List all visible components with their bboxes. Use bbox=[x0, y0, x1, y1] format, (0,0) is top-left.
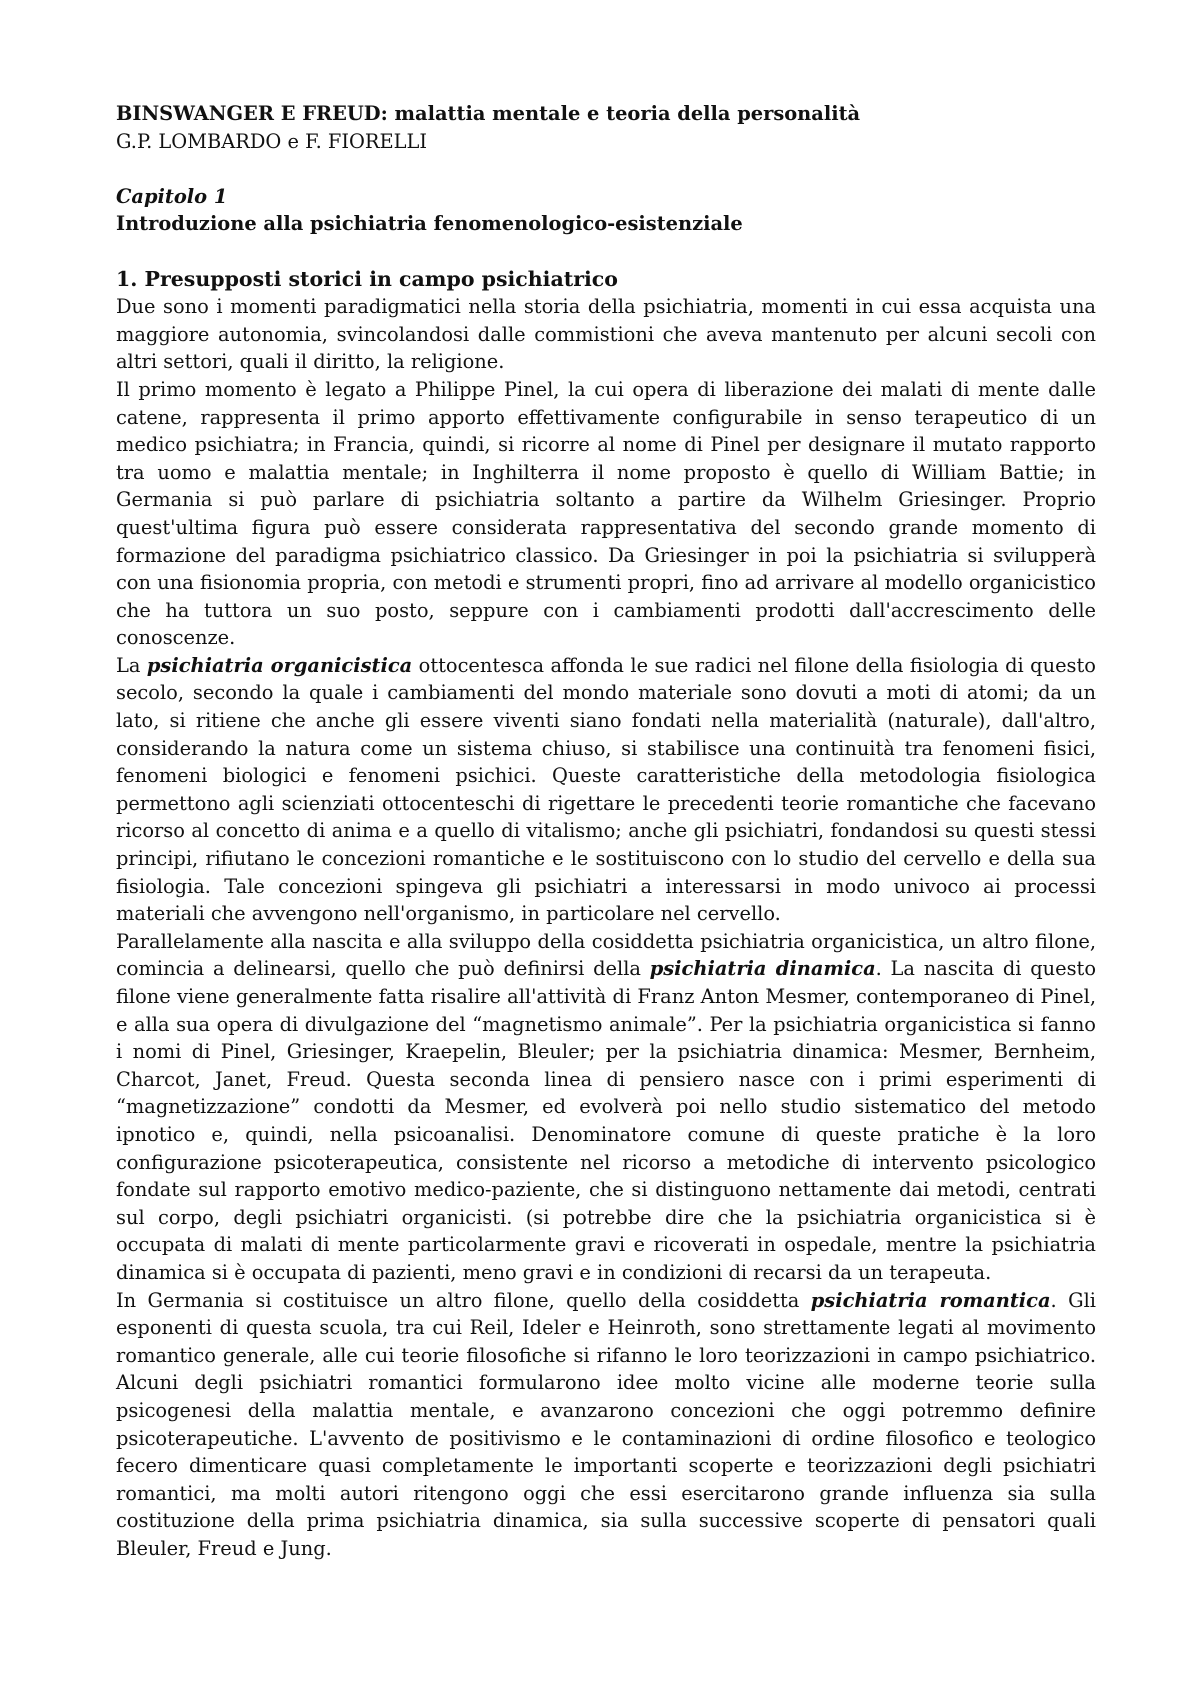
paragraph-text-before: In Germania si costituisce un altro filone, quello della cosiddetta bbox=[116, 1288, 811, 1312]
chapter-title: Introduzione alla psichiatria fenomenologico-esistenziale bbox=[116, 212, 743, 236]
paragraph-text-after: . La nascita di questo filone viene generalmente fatta risalire all'attività di Franz Anton Mesmer, contemporaneo di Pinel, e alla sua opera di divulgazione del “magnetismo animale”. Per la psichiatria organicistica si fanno i nomi di Pinel, Griesinger, Kraepelin, Bleuler; per la psichiatria dinamica: Mesmer, Bernheim, Charcot, Janet, Freud. Questa seconda linea di pensiero nasce con i primi esperimenti di “magnetizzazione” condotti da Mesmer, ed evolverà poi nello studio sistematico del metodo ipnotico e, quindi, nella psicoanalisi. Denominatore comune di queste pratiche è la loro configurazione psicoterapeutica, consistente nel ricorso a metodiche di intervento psicologico fondate sul rapporto emotivo medico-paziente, che si distinguono nettamente dai metodi, centrati sul corpo, degli psichiatri organicisti. (si potrebbe dire che la psichiatria organicistica si è occupata di malati di mente particolarmente gravi e ricoverati in ospedale, mentre la psichiatria dinamica si è occupata di pazienti, meno gravi e in condizioni di recarsi da un terapeuta. bbox=[116, 957, 1097, 1284]
emphasis-term-dinamica: psichiatria dinamica bbox=[649, 957, 876, 981]
section-title: 1. Presupposti storici in campo psichiatrico bbox=[116, 266, 618, 291]
chapter-heading bbox=[116, 183, 1096, 238]
paragraph-text: Due sono i momenti paradigmatici nella storia della psichiatria, momenti in cui essa acquista una maggiore autonomia, svincolandosi dalle commistioni che aveva mantenuto per alcuni secoli con altri settori, quali il diritto, la religione. bbox=[116, 295, 1096, 374]
emphasis-term-romantica: psichiatria romantica bbox=[810, 1288, 1051, 1312]
paragraph-5 bbox=[116, 1287, 1096, 1563]
chapter-label: Capitolo 1 bbox=[116, 184, 228, 208]
paragraph-4 bbox=[116, 928, 1096, 1287]
document-page bbox=[116, 100, 1096, 1562]
emphasis-term-organicistica: psichiatria organicistica bbox=[146, 653, 413, 677]
paragraph-text: Il primo momento è legato a Philippe Pinel, la cui opera di liberazione dei malati di mente dalle catene, rappresenta il primo apporto effettivamente configurabile in senso terapeutico di un medico psichiatra; in Francia, quindi, si ricorre al nome di Pinel per designare il mutato rapporto tra uomo e malattia mentale; in Inghilterra il nome proposto è quello di William Battie; in Germania si può parlare di psichiatria soltanto a partire da Wilhelm Griesinger. Proprio quest'ultima figura può essere considerata rappresentativa del secondo grande momento di formazione del paradigma psichiatrico classico. Da Griesinger in poi la psichiatria si svilupperà con una fisionomia propria, con metodi e strumenti propri, fino ad arrivare al modello organicistico che ha tuttora un suo posto, seppure con i cambiamenti prodotti dall'accrescimento delle conoscenze. bbox=[116, 377, 1096, 650]
document-authors: G.P. LOMBARDO e F. FIORELLI bbox=[116, 129, 428, 153]
document-title: BINSWANGER E FREUD: malattia mentale e teoria della personalità bbox=[116, 102, 861, 125]
paragraph-text-after: ottocentesca affonda le sue radici nel filone della fisiologia di questo secolo, secondo la quale i cambiamenti del mondo materiale sono dovuti a moti di atomi; da un lato, si ritiene che anche gli essere viventi siano fondati nella materialità (naturale), dall'altro, considerando la natura come un sistema chiuso, si stabilisce una continuità tra fenomeni fisici, fenomeni biologici e fenomeni psichici. Queste caratteristiche della metodologia fisiologica permettono agli scienziati ottocenteschi di rigettare le precedenti teorie romantiche che facevano ricorso al concetto di anima e a quello di vitalismo; anche gli psichiatri, fondandosi su questi stessi principi, rifiutano le concezioni romantiche e le sostituiscono con lo studio del cervello e della sua fisiologia. Tale concezioni spingeva gli psichiatri a interessarsi in modo univoco ai processi materiali che avvengono nell'organismo, in particolare nel cervello. bbox=[116, 653, 1096, 926]
paragraph-1 bbox=[116, 293, 1096, 376]
paragraph-3 bbox=[116, 652, 1096, 928]
paragraph-text-before: La bbox=[116, 653, 147, 677]
paragraph-text-before: Parallelamente alla nascita e alla sviluppo della cosiddetta psichiatria organicistica, un altro filone, comincia a delinearsi, quello che può definirsi della bbox=[116, 929, 1096, 981]
paragraph-text-after: . Gli esponenti di questa scuola, tra cui Reil, Ideler e Heinroth, sono strettamente legati al movimento romantico generale, alle cui teorie filosofiche si rifanno le loro teorizzazioni in campo psichiatrico. Alcuni degli psichiatri romantici formularono idee molto vicine alle moderne teorie sulla psicogenesi della malattia mentale, e avanzarono concezioni che oggi potremmo definire psicoterapeutiche. L'avvento de positivismo e le contaminazioni di ordine filosofico e teologico fecero dimenticare quasi completamente le importanti scoperte e teorizzazioni degli psichiatri romantici, ma molti autori ritengono oggi che essi esercitarono grande influenza sia sulla costituzione della prima psichiatria dinamica, sia sulla successive scoperte di pensatori quali Bleuler, Freud e Jung. bbox=[116, 1288, 1096, 1560]
paragraph-2 bbox=[116, 376, 1096, 652]
